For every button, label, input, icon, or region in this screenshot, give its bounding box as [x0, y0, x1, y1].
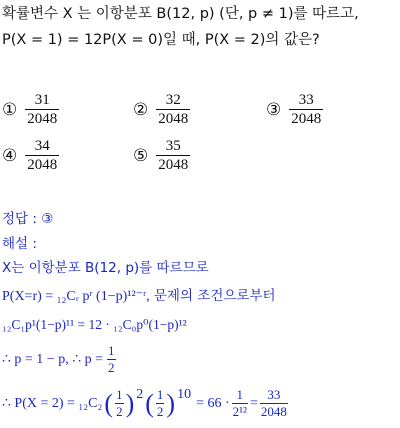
solution-line-2	[2, 287, 276, 306]
option-2[interactable]	[133, 92, 190, 127]
solution-line-1: X는 이항분포 B(12, p)를 따르므로	[2, 260, 209, 276]
condition-text: 문제의 조건으로부터	[153, 288, 276, 304]
half-fraction	[115, 388, 124, 419]
denominator: 2048	[158, 157, 189, 173]
option-marker: ③	[266, 99, 282, 120]
option-5[interactable]	[133, 138, 190, 173]
p-value-fraction	[107, 344, 116, 375]
denominator: 2048	[260, 404, 287, 419]
option-1[interactable]	[2, 92, 59, 127]
denominator: 2¹²	[232, 404, 247, 419]
numerator: 1	[236, 387, 244, 402]
equals-sign: =	[249, 395, 258, 411]
times-66: = 66 ·	[196, 395, 230, 411]
option-marker: ④	[2, 145, 18, 166]
numerator: 1	[108, 343, 115, 358]
denominator: 2048	[27, 157, 58, 173]
denominator: 2	[116, 404, 123, 419]
solution-line-5: ∴ P(X = 2) = ₁₂C₂ ( 1 2 ) 2 ( 1 2 ) 10 = 66 · 1 2¹² = 33 2048	[2, 387, 287, 419]
option-3[interactable]	[266, 92, 323, 127]
numerator: 1	[156, 387, 164, 402]
answer-line: 정답 : ③	[2, 211, 54, 227]
option-marker: ①	[2, 99, 18, 120]
numerator: 34	[34, 138, 50, 154]
numerator: 33	[298, 92, 314, 108]
denominator: 2048	[27, 111, 58, 127]
option-fraction	[289, 92, 323, 127]
denominator: 2	[108, 360, 115, 375]
option-fraction	[156, 138, 190, 173]
explanation-header: 해설 :	[2, 236, 37, 252]
option-fraction	[25, 138, 59, 173]
exponent-2: 2	[136, 387, 144, 402]
numerator: 33	[267, 387, 281, 402]
therefore-equation: ∴ p = 1 − p, ∴ p =	[2, 351, 104, 367]
result-fraction	[260, 388, 288, 419]
one-over-2-12-fraction	[232, 388, 248, 419]
exponent-10: 10	[177, 387, 192, 402]
option-marker: ②	[133, 99, 149, 120]
numerator: 32	[165, 92, 181, 108]
solution-line-4	[2, 344, 116, 375]
numerator: 1	[116, 387, 123, 402]
numerator: 35	[165, 138, 181, 154]
option-fraction	[156, 92, 190, 127]
numerator: 31	[34, 92, 50, 108]
denominator: 2048	[158, 111, 189, 127]
denominator: 2048	[291, 111, 322, 127]
option-fraction	[25, 92, 59, 127]
option-4[interactable]	[2, 138, 59, 173]
probability-expression: ∴ P(X = 2) = ₁₂C₂	[2, 395, 103, 411]
option-marker: ⑤	[133, 145, 149, 166]
denominator: 2	[156, 404, 164, 419]
solution-line-3: ₁₂C₁p¹(1−p)¹¹ = 12 · ₁₂C₀p⁰(1−p)¹²	[2, 317, 187, 332]
question-line-2: P(X = 1) = 12P(X = 0)일 때, P(X = 2)의 값은?	[2, 32, 320, 48]
question-line-1: 확률변수 X 는 이항분포 B(12, p) (단, p ≠ 1)를 따르고,	[2, 6, 359, 22]
half-fraction	[156, 388, 165, 419]
pmf-formula: P(X=r) = ₁₂Cᵣ pʳ (1−p)¹²⁻ʳ,	[2, 289, 150, 304]
